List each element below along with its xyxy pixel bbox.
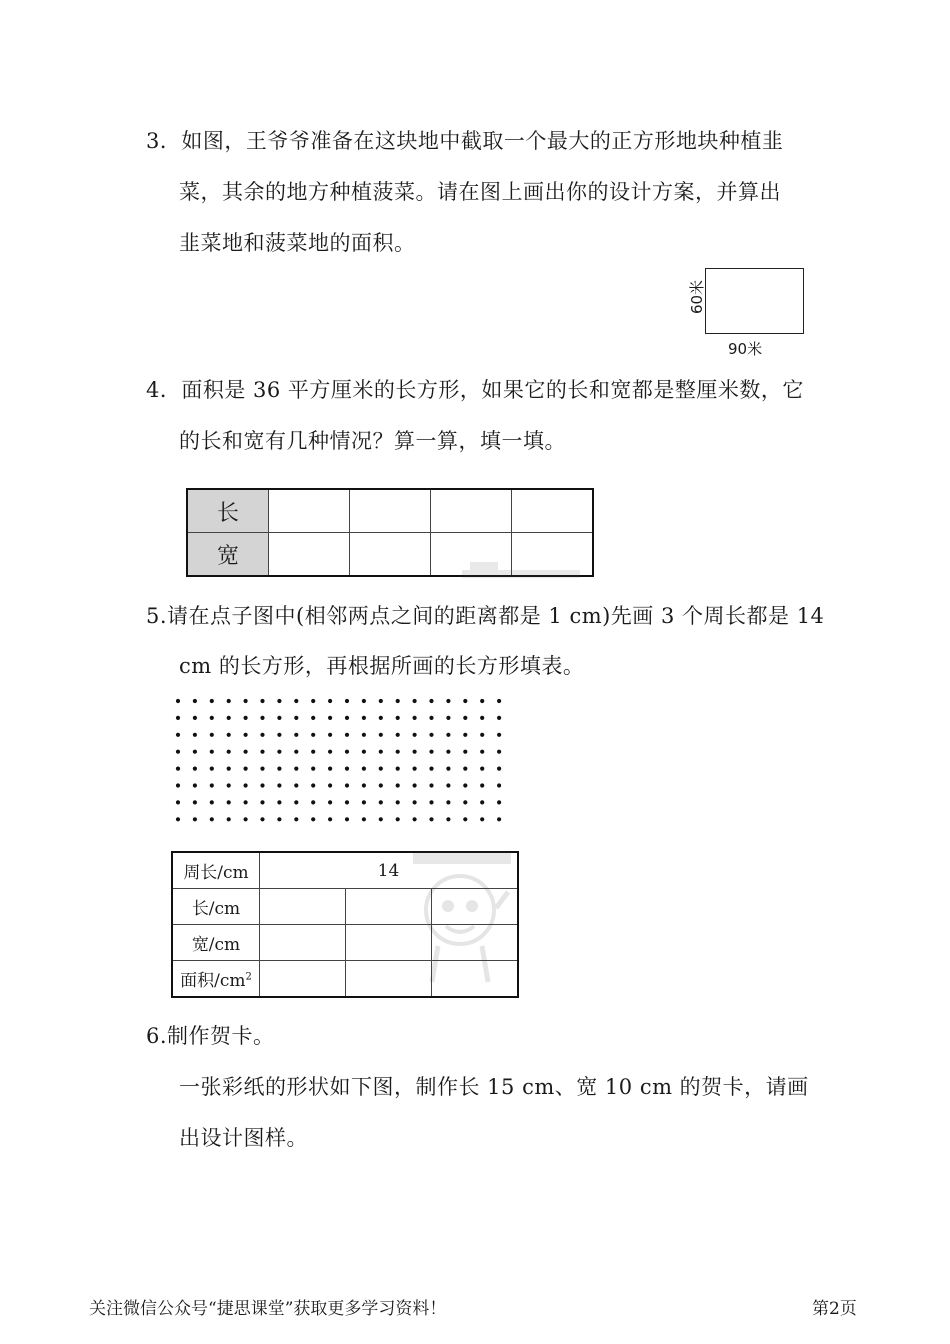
- q4-cell[interactable]: [350, 489, 431, 533]
- q3-line-3: 韭菜地和菠菜地的面积。: [179, 231, 416, 255]
- grid-dot: [379, 800, 383, 804]
- grid-dot: [277, 733, 281, 737]
- grid-dot: [244, 783, 248, 787]
- grid-dot: [413, 699, 417, 703]
- grid-dot: [176, 800, 180, 804]
- field-height-label: 60米: [688, 279, 707, 315]
- dot-grid[interactable]: [170, 693, 515, 833]
- grid-dot: [396, 733, 400, 737]
- grid-dot: [277, 783, 281, 787]
- q5-cell[interactable]: [260, 961, 346, 998]
- grid-dot: [379, 767, 383, 771]
- grid-dot: [362, 817, 366, 821]
- grid-dot: [227, 767, 231, 771]
- grid-dot: [497, 716, 501, 720]
- grid-dot: [277, 750, 281, 754]
- grid-dot: [413, 817, 417, 821]
- grid-dot: [260, 817, 264, 821]
- grid-dot: [311, 783, 315, 787]
- grid-dot: [244, 817, 248, 821]
- grid-dot: [379, 817, 383, 821]
- grid-dot: [463, 750, 467, 754]
- q4-line-1: 4．面积是 36 平方厘米的长方形，如果它的长和宽都是整厘米数，它: [146, 378, 804, 402]
- grid-dot: [497, 767, 501, 771]
- grid-dot: [244, 800, 248, 804]
- q4-cell[interactable]: [269, 489, 350, 533]
- grid-dot: [311, 716, 315, 720]
- grid-dot: [446, 699, 450, 703]
- grid-dot: [413, 733, 417, 737]
- grid-dot: [345, 767, 349, 771]
- grid-dot: [294, 733, 298, 737]
- q5-cell[interactable]: [260, 889, 346, 925]
- grid-dot: [463, 699, 467, 703]
- grid-dot: [446, 733, 450, 737]
- grid-dot: [244, 716, 248, 720]
- grid-dot: [193, 767, 197, 771]
- q3-line-2: 菜，其余的地方种植菠菜。请在图上画出你的设计方案，并算出: [179, 180, 781, 204]
- grid-dot: [176, 767, 180, 771]
- grid-dot: [193, 817, 197, 821]
- grid-dot: [260, 699, 264, 703]
- grid-dot: [429, 699, 433, 703]
- grid-dot: [311, 750, 315, 754]
- grid-dot: [345, 716, 349, 720]
- field-rectangle: [705, 268, 804, 334]
- q5-perimeter-value: 14: [260, 852, 519, 889]
- grid-dot: [345, 800, 349, 804]
- grid-dot: [446, 767, 450, 771]
- grid-dot: [294, 699, 298, 703]
- page-number: 第2页: [812, 1299, 857, 1319]
- grid-dot: [396, 767, 400, 771]
- grid-dot: [396, 783, 400, 787]
- grid-dot: [429, 817, 433, 821]
- grid-dot: [379, 699, 383, 703]
- grid-dot: [345, 750, 349, 754]
- grid-dot: [294, 800, 298, 804]
- grid-dot: [277, 716, 281, 720]
- grid-dot: [463, 817, 467, 821]
- grid-dot: [497, 733, 501, 737]
- grid-dot: [294, 817, 298, 821]
- grid-dot: [463, 767, 467, 771]
- grid-dot: [193, 800, 197, 804]
- grid-dot: [396, 716, 400, 720]
- grid-dot: [244, 767, 248, 771]
- grid-dot: [497, 750, 501, 754]
- grid-dot: [497, 783, 501, 787]
- grid-dot: [244, 699, 248, 703]
- grid-dot: [210, 783, 214, 787]
- grid-dot: [480, 716, 484, 720]
- grid-dot: [429, 733, 433, 737]
- q5-area-label: 面积$/cm^2$: [172, 961, 260, 998]
- grid-dot: [227, 800, 231, 804]
- q4-cell[interactable]: [512, 489, 594, 533]
- grid-dot: [446, 800, 450, 804]
- grid-dot: [176, 733, 180, 737]
- grid-dot: [480, 699, 484, 703]
- grid-dot: [463, 733, 467, 737]
- grid-dot: [328, 800, 332, 804]
- grid-dot: [396, 817, 400, 821]
- grid-dot: [446, 716, 450, 720]
- grid-dot: [463, 800, 467, 804]
- grid-dot: [294, 767, 298, 771]
- grid-dot: [328, 750, 332, 754]
- grid-dot: [497, 817, 501, 821]
- grid-dot: [362, 783, 366, 787]
- grid-dot: [210, 699, 214, 703]
- grid-dot: [497, 699, 501, 703]
- q6-line-1: 一张彩纸的形状如下图，制作长 15 cm、宽 10 cm 的贺卡，请画: [179, 1075, 809, 1099]
- grid-dot: [362, 767, 366, 771]
- q4-cell[interactable]: [269, 533, 350, 577]
- grid-dot: [193, 750, 197, 754]
- grid-dot: [396, 750, 400, 754]
- grid-dot: [328, 817, 332, 821]
- grid-dot: [294, 716, 298, 720]
- grid-dot: [497, 800, 501, 804]
- grid-dot: [193, 716, 197, 720]
- q4-length-header: 长: [187, 489, 269, 533]
- grid-dot: [277, 699, 281, 703]
- grid-dot: [480, 767, 484, 771]
- grid-dot: [227, 716, 231, 720]
- grid-dot: [362, 716, 366, 720]
- grid-dot: [176, 750, 180, 754]
- grid-dot: [260, 733, 264, 737]
- grid-dot: [396, 800, 400, 804]
- grid-dot: [227, 733, 231, 737]
- grid-dot: [345, 733, 349, 737]
- grid-dot: [328, 716, 332, 720]
- grid-dot: [429, 716, 433, 720]
- grid-dot: [463, 716, 467, 720]
- grid-dot: [480, 800, 484, 804]
- grid-dot: [294, 783, 298, 787]
- q5-cell[interactable]: [260, 925, 346, 961]
- grid-dot: [260, 750, 264, 754]
- q6-title: 6.制作贺卡。: [146, 1024, 275, 1048]
- grid-dot: [379, 783, 383, 787]
- grid-dot: [379, 733, 383, 737]
- grid-dot: [277, 800, 281, 804]
- grid-dot: [176, 817, 180, 821]
- q6-line-2: 出设计图样。: [179, 1126, 308, 1150]
- grid-dot: [413, 750, 417, 754]
- grid-dot: [362, 733, 366, 737]
- grid-dot: [227, 699, 231, 703]
- q5-line-2: cm 的长方形，再根据所画的长方形填表。: [179, 654, 585, 678]
- grid-dot: [379, 716, 383, 720]
- grid-dot: [227, 750, 231, 754]
- grid-dot: [210, 800, 214, 804]
- grid-dot: [227, 817, 231, 821]
- grid-dot: [260, 783, 264, 787]
- grid-dot: [176, 716, 180, 720]
- grid-dot: [446, 783, 450, 787]
- grid-dot: [260, 716, 264, 720]
- grid-dot: [210, 767, 214, 771]
- q5-perimeter-label: 周长/cm: [172, 852, 260, 889]
- grid-dot: [480, 817, 484, 821]
- grid-dot: [362, 750, 366, 754]
- q4-line-2: 的长和宽有几种情况？算一算，填一填。: [179, 429, 566, 453]
- grid-dot: [193, 733, 197, 737]
- grid-dot: [210, 716, 214, 720]
- grid-dot: [379, 750, 383, 754]
- grid-dot: [311, 800, 315, 804]
- grid-dot: [362, 699, 366, 703]
- grid-dot: [328, 767, 332, 771]
- grid-dot: [413, 716, 417, 720]
- grid-dot: [480, 733, 484, 737]
- grid-dot: [227, 783, 231, 787]
- grid-dot: [176, 783, 180, 787]
- grid-dot: [210, 750, 214, 754]
- grid-dot: [260, 767, 264, 771]
- grid-dot: [328, 699, 332, 703]
- grid-dot: [429, 800, 433, 804]
- footer-note: 关注微信公众号“捷思课堂”获取更多学习资料！: [89, 1299, 447, 1319]
- q4-cell[interactable]: [350, 533, 431, 577]
- field-width-label: 90米: [728, 340, 763, 358]
- grid-dot: [328, 783, 332, 787]
- grid-dot: [294, 750, 298, 754]
- q3-line-1: 3．如图，王爷爷准备在这块地中截取一个最大的正方形地块种植韭: [146, 129, 784, 153]
- grid-dot: [277, 817, 281, 821]
- grid-dot: [328, 733, 332, 737]
- grid-dot: [429, 750, 433, 754]
- q5-width-label: 宽/cm: [172, 925, 260, 961]
- grid-dot: [413, 767, 417, 771]
- watermark-bar: [462, 560, 582, 580]
- cartoon-watermark-icon: [408, 848, 518, 988]
- grid-dot: [244, 750, 248, 754]
- grid-dot: [210, 733, 214, 737]
- grid-dot: [193, 783, 197, 787]
- grid-dot: [480, 750, 484, 754]
- grid-dot: [176, 699, 180, 703]
- grid-dot: [311, 733, 315, 737]
- grid-dot: [345, 783, 349, 787]
- grid-dot: [396, 699, 400, 703]
- grid-dot: [413, 800, 417, 804]
- grid-dot: [311, 767, 315, 771]
- grid-dot: [362, 800, 366, 804]
- grid-dot: [311, 817, 315, 821]
- grid-dot: [446, 750, 450, 754]
- grid-dot: [463, 783, 467, 787]
- q4-width-header: 宽: [187, 533, 269, 577]
- grid-dot: [277, 767, 281, 771]
- grid-dot: [260, 800, 264, 804]
- grid-dot: [311, 699, 315, 703]
- q4-cell[interactable]: [431, 489, 512, 533]
- q5-length-label: 长/cm: [172, 889, 260, 925]
- q5-line-1: 5.请在点子图中(相邻两点之间的距离都是 1 cm)先画 3 个周长都是 14: [146, 604, 825, 628]
- grid-dot: [345, 817, 349, 821]
- grid-dot: [345, 699, 349, 703]
- grid-dot: [244, 733, 248, 737]
- grid-dot: [413, 783, 417, 787]
- grid-dot: [446, 817, 450, 821]
- grid-dot: [429, 783, 433, 787]
- grid-dot: [429, 767, 433, 771]
- grid-dot: [193, 699, 197, 703]
- grid-dot: [480, 783, 484, 787]
- grid-dot: [210, 817, 214, 821]
